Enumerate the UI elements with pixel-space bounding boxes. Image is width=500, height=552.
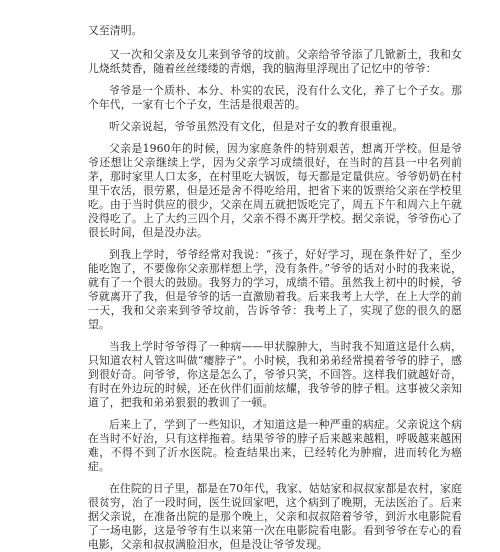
paragraph-hospital: 在住院的日子里，都是在70年代，我家、姑姑家和叔叔家都是农村，家庭很贫穷，治了一段时间，医生说回家吧，这个病到了晚期，无法医治了。后来据父亲说，在准备出院的是那个晚上，父亲和叔叔陪着爷爷，到沂水电影院看了一场电影，这是爷爷有生以来第一次在电影院看电影。看到爷爷在专心的看电影，父亲和叔叔满脸泪水，但是没让爷爷发现。 — [88, 482, 462, 551]
paragraph-intro: 又至清明。 — [88, 24, 143, 37]
paragraph-education-value: 听父亲说起，爷爷虽然没有文化，但是对子女的教育很重视。 — [109, 120, 404, 133]
paragraph-grave-visit: 又一次和父亲及女儿来到爷爷的坟前。父亲给爷爷添了几锨新土，我和女儿烧纸焚香，随着丝丝缕缕的青烟，我的脑海里浮现出了记忆中的爷爷： — [88, 48, 462, 75]
paragraph-illness: 当我上学时爷爷得了一种病——甲状腺肿大，当时我不知道这是什么病，只知道农村人管这叫做“瘿脖子”。小时候，我和弟弟经常摸着爷爷的脖子，感到很好奇。问爷爷，你这是怎么了，爷爷只笑，不回答。这样我们就越好奇，有时在外边玩的时候，还在伙伴们面前炫耀，我爷爷的脖子粗。这事被父亲知道了，把我和弟弟狠狠的教训了一顿。 — [88, 340, 462, 409]
paragraph-diagnosis: 后来上了，学到了一些知识，才知道这是一种严重的病症。父亲说这个病在当时不好治，只有这样拖着。结果爷爷的脖子后来越来越粗，呼吸越来越困难，不得不到了沂水医院。检查结果出来，已经转化为肿瘤，进而转化为癌症。 — [88, 418, 462, 473]
paragraph-father-schooling: 父亲是1960年的时候，因为家庭条件的特别艰苦，想离开学校。但是爷爷还想让父亲继续上学，因为父亲学习成绩很好，在当时的莒县一中名列前茅，那时家里人口太多，在村里吃大锅饭，每天都是定量供应。爷爷奶奶在村里干农活，很劳累，但是还是舍不得吃给用，把省下来的饭票给父亲在学校里吃。由于当时供应的很少，父亲在周五就把饭吃完了，周五下午和周六上午就没得吃了。上了大约三四个月，父亲不得不离开学校。据父亲说，爷爷伤心了很长时间，但是没办法。 — [88, 142, 462, 239]
paragraph-grandfather-description: 爷爷是一个质朴、本分、朴实的农民，没有什么文化，养了七个子女。那个年代，一家有七个子女，生活是很艰苦的。 — [88, 84, 462, 111]
paragraph-encouragement: 到我上学时，爷爷经常对我说：“孩子，好好学习，现在条件好了，至少能吃饱了，不要像你父亲那样想上学，没有条件。”爷爷的话对小时的我来说，就有了一个很大的鼓励。我努力的学习，成绩不错。虽然我上初中的时候，爷爷就离开了我，但是爷爷的话一直激励着我。后来我考上大学，在上大学的前一天，我和父亲来到爷爷坟前，告诉爷爷：我考上了，实现了您的很久的愿望。 — [88, 248, 462, 331]
